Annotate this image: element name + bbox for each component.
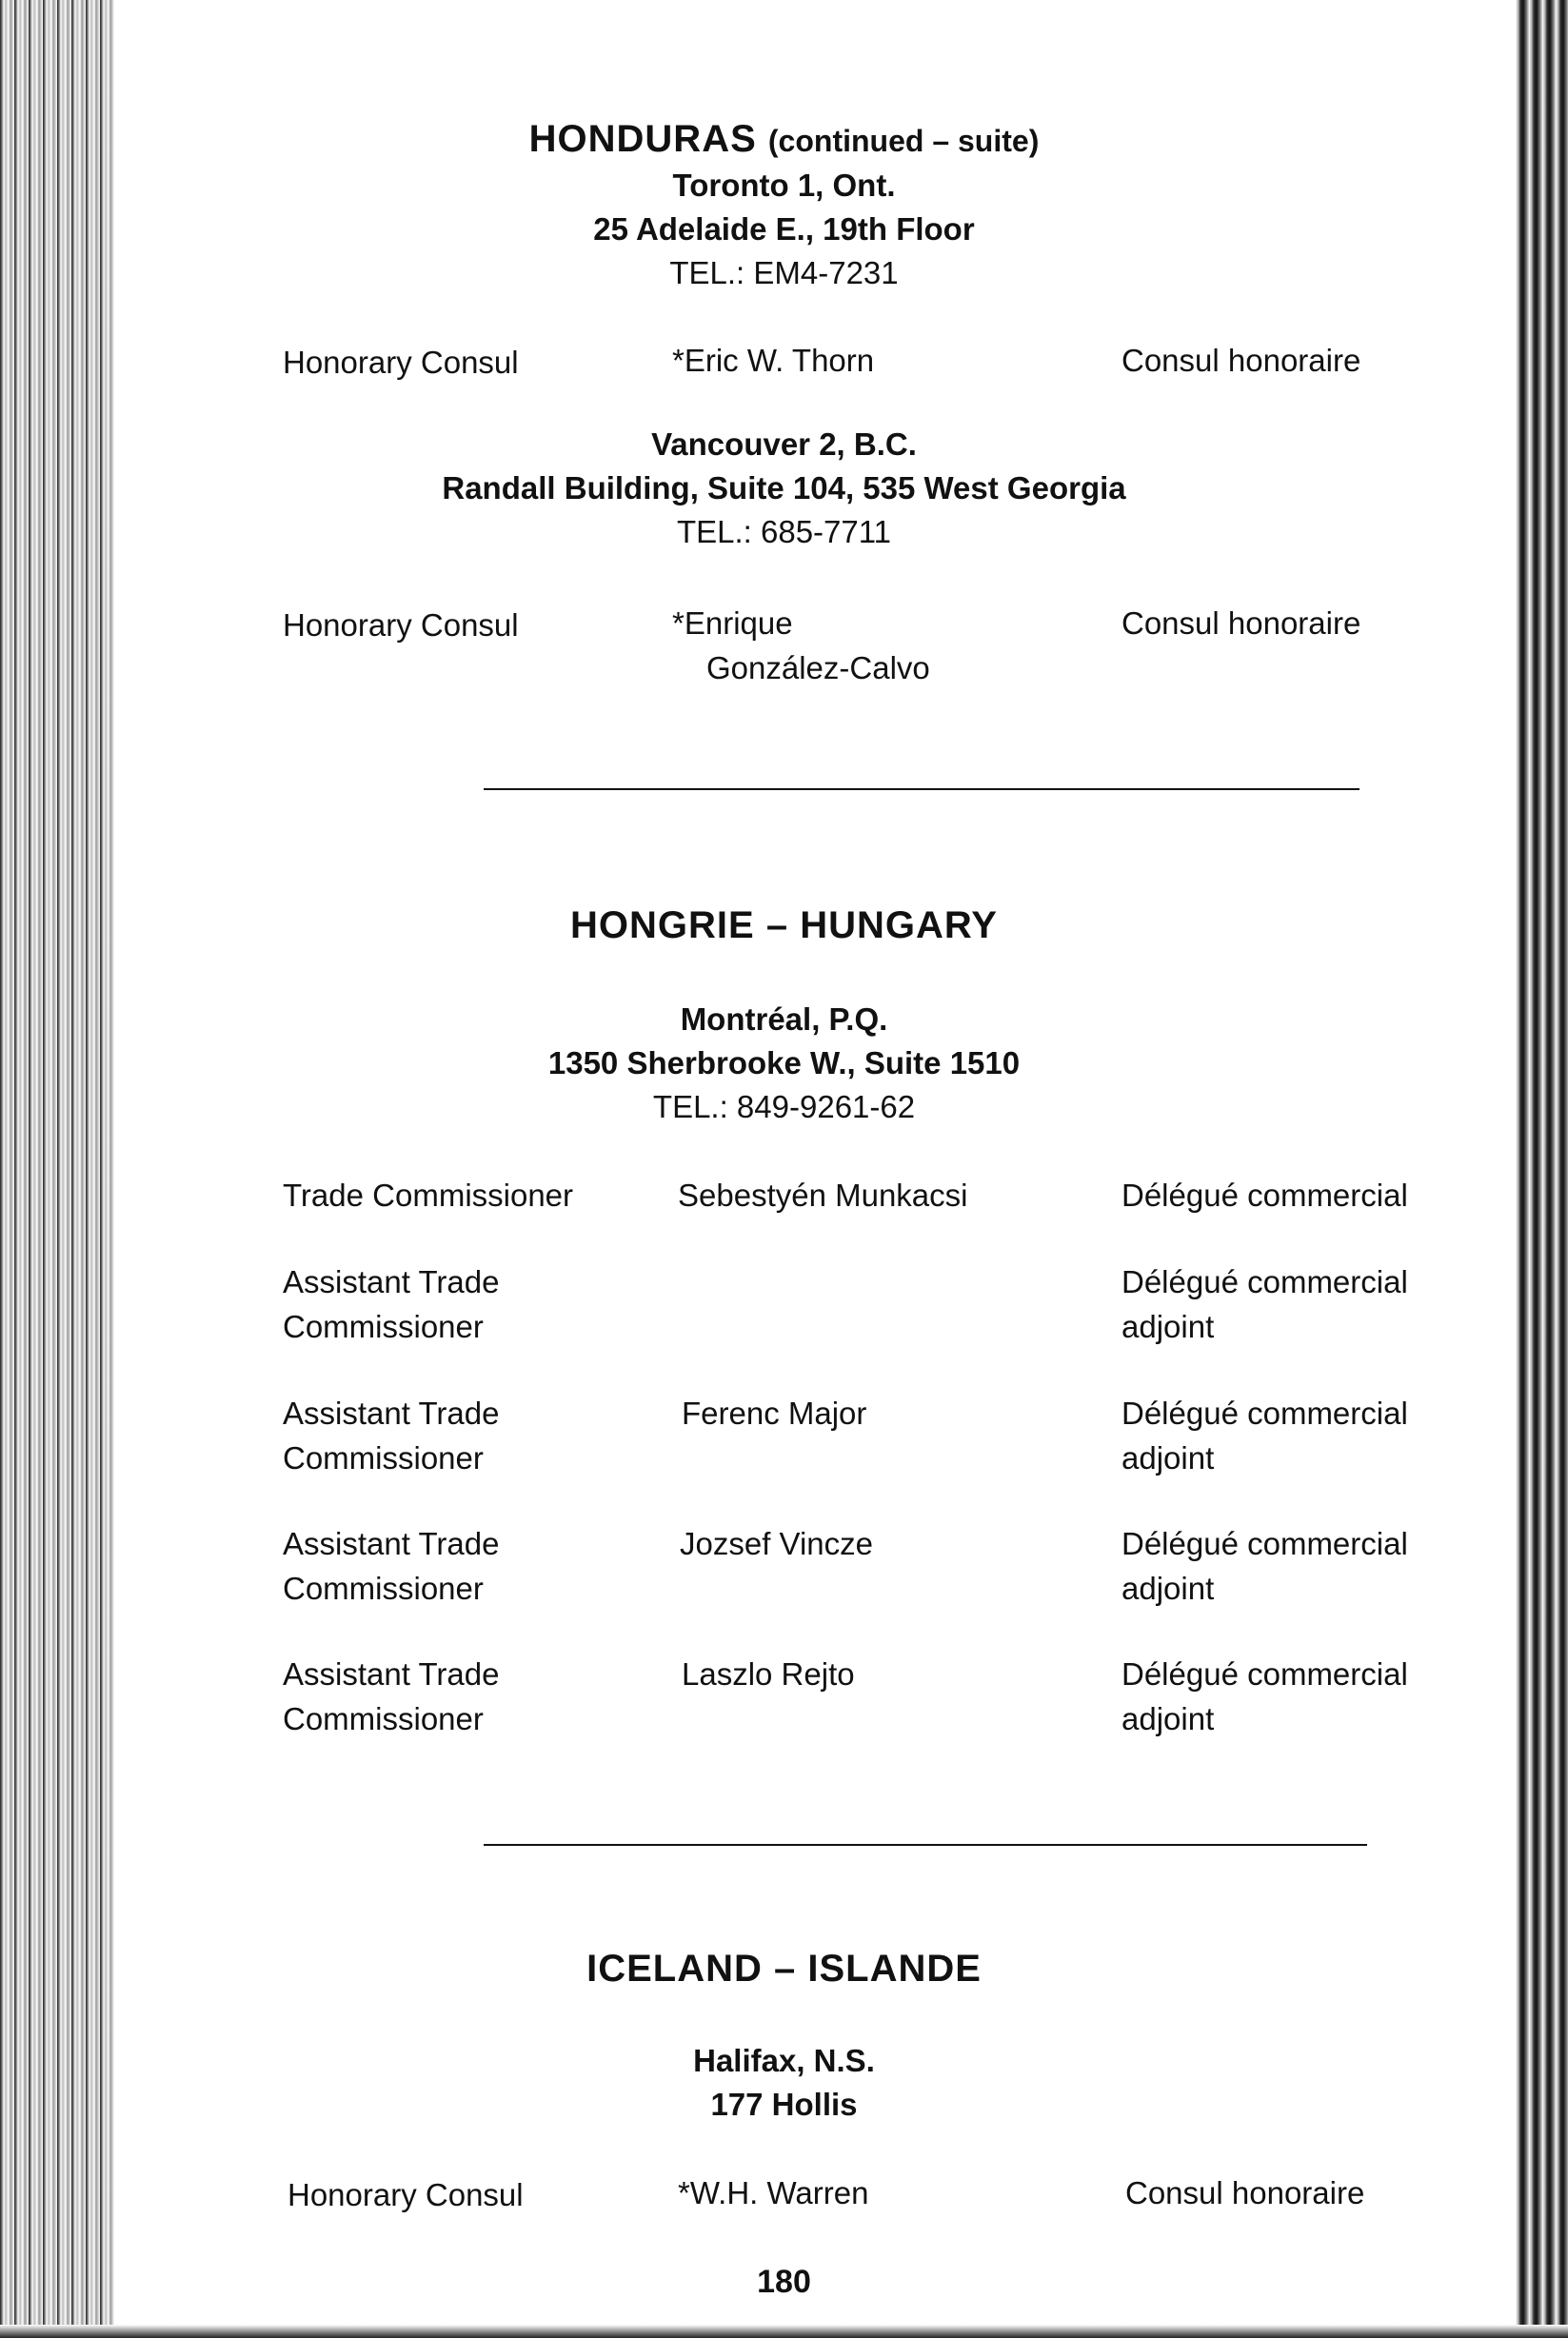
- iceland-title: ICELAND – ISLANDE: [586, 1948, 982, 1990]
- staff-title-en: Assistant Trade: [283, 1396, 500, 1431]
- honduras-title: HONDURAS: [528, 118, 757, 160]
- staff-name: *Enrique: [672, 605, 793, 641]
- honduras-office2-staff-title-en: [283, 603, 519, 647]
- iceland-address: 177 Hollis: [710, 2087, 858, 2122]
- staff-name-line2: González-Calvo: [706, 650, 930, 685]
- hungary-staff-3-name: [680, 1521, 873, 1566]
- honduras-heading: [0, 118, 1568, 161]
- staff-title-fr: Délégué commercial: [1121, 1656, 1408, 1692]
- honduras-office1-staff-title-en: [283, 340, 519, 385]
- hungary-title: HONGRIE – HUNGARY: [570, 904, 998, 946]
- staff-title-en: Honorary Consul: [283, 345, 519, 380]
- staff-title-fr: Consul honoraire: [1121, 605, 1361, 641]
- staff-title-fr-line2: adjoint: [1121, 1309, 1215, 1344]
- honduras-office2-staff-name: [672, 601, 930, 690]
- staff-title-fr: Délégué commercial: [1121, 1526, 1408, 1561]
- section-divider: [484, 788, 1360, 790]
- honduras-office1-staff-title-fr: [1121, 338, 1360, 383]
- honduras-office2-tel: TEL.: 685-7711: [676, 514, 892, 549]
- staff-name: *Eric W. Thorn: [672, 343, 875, 378]
- staff-title-fr: Consul honoraire: [1121, 343, 1361, 378]
- hungary-staff-2-title-en: [283, 1391, 499, 1480]
- hungary-staff-3-title-en: [283, 1521, 499, 1611]
- honduras-office1-staff-name: [672, 338, 874, 383]
- staff-title-en: Assistant Trade: [283, 1526, 500, 1561]
- staff-title-en-line2: Commissioner: [283, 1440, 484, 1476]
- staff-name: Laszlo Rejto: [682, 1656, 855, 1692]
- honduras-office2-staff-title-fr: [1121, 601, 1360, 645]
- staff-title-en: Trade Commissioner: [283, 1178, 574, 1213]
- hungary-tel: TEL.: 849-9261-62: [652, 1089, 916, 1124]
- staff-title-en: Assistant Trade: [283, 1656, 500, 1692]
- honduras-title-suffix: (continued – suite): [767, 124, 1040, 158]
- hungary-staff-2-title-fr: [1121, 1391, 1408, 1480]
- staff-title-en: Assistant Trade: [283, 1264, 500, 1299]
- hungary-staff-4-title-fr: [1121, 1652, 1408, 1741]
- staff-title-en-line2: Commissioner: [283, 1571, 484, 1606]
- staff-title-en-line2: Commissioner: [283, 1309, 484, 1344]
- iceland-staff-title-en: [288, 2172, 524, 2217]
- honduras-office2-city: Vancouver 2, B.C.: [651, 426, 917, 462]
- honduras-office1-city: Toronto 1, Ont.: [672, 168, 896, 203]
- hungary-staff-1-title-en: [283, 1259, 499, 1349]
- iceland-staff-title-fr: [1125, 2170, 1364, 2215]
- hungary-staff-2-name: [682, 1391, 866, 1436]
- hungary-staff-1-title-fr: [1121, 1259, 1408, 1349]
- staff-name: Sebestyén Munkacsi: [678, 1178, 968, 1213]
- staff-name: *W.H. Warren: [678, 2175, 869, 2210]
- hungary-staff-3-title-fr: [1121, 1521, 1408, 1611]
- staff-title-en: Honorary Consul: [288, 2177, 524, 2212]
- staff-title-fr: Délégué commercial: [1121, 1178, 1408, 1213]
- staff-title-fr: Délégué commercial: [1121, 1264, 1408, 1299]
- staff-title-fr-line2: adjoint: [1121, 1701, 1215, 1736]
- section-divider: [484, 1844, 1367, 1846]
- scan-bottom-edge: [0, 2325, 1568, 2338]
- staff-title-en: Honorary Consul: [283, 607, 519, 643]
- staff-title-en-line2: Commissioner: [283, 1701, 484, 1736]
- iceland-staff-name: [678, 2170, 868, 2215]
- hungary-staff-0-title-en: [283, 1173, 573, 1218]
- staff-title-fr: Consul honoraire: [1125, 2175, 1365, 2210]
- staff-title-fr-line2: adjoint: [1121, 1571, 1215, 1606]
- staff-name: Ferenc Major: [682, 1396, 867, 1431]
- hungary-address: 1350 Sherbrooke W., Suite 1510: [547, 1045, 1021, 1080]
- staff-title-fr-line2: adjoint: [1121, 1440, 1215, 1476]
- hungary-staff-0-title-fr: [1121, 1173, 1408, 1218]
- honduras-office1-tel: TEL.: EM4-7231: [669, 255, 899, 290]
- iceland-city: Halifax, N.S.: [693, 2043, 875, 2078]
- honduras-office2-address: Randall Building, Suite 104, 535 West Georgia: [442, 470, 1126, 505]
- hungary-staff-4-name: [682, 1652, 855, 1696]
- hungary-city: Montréal, P.Q.: [680, 1001, 888, 1037]
- hungary-staff-0-name: [678, 1173, 968, 1218]
- honduras-office1-address: 25 Adelaide E., 19th Floor: [593, 211, 975, 247]
- staff-title-fr: Délégué commercial: [1121, 1396, 1408, 1431]
- page-number: 180: [757, 2264, 811, 2300]
- staff-name: Jozsef Vincze: [680, 1526, 873, 1561]
- hungary-staff-4-title-en: [283, 1652, 499, 1741]
